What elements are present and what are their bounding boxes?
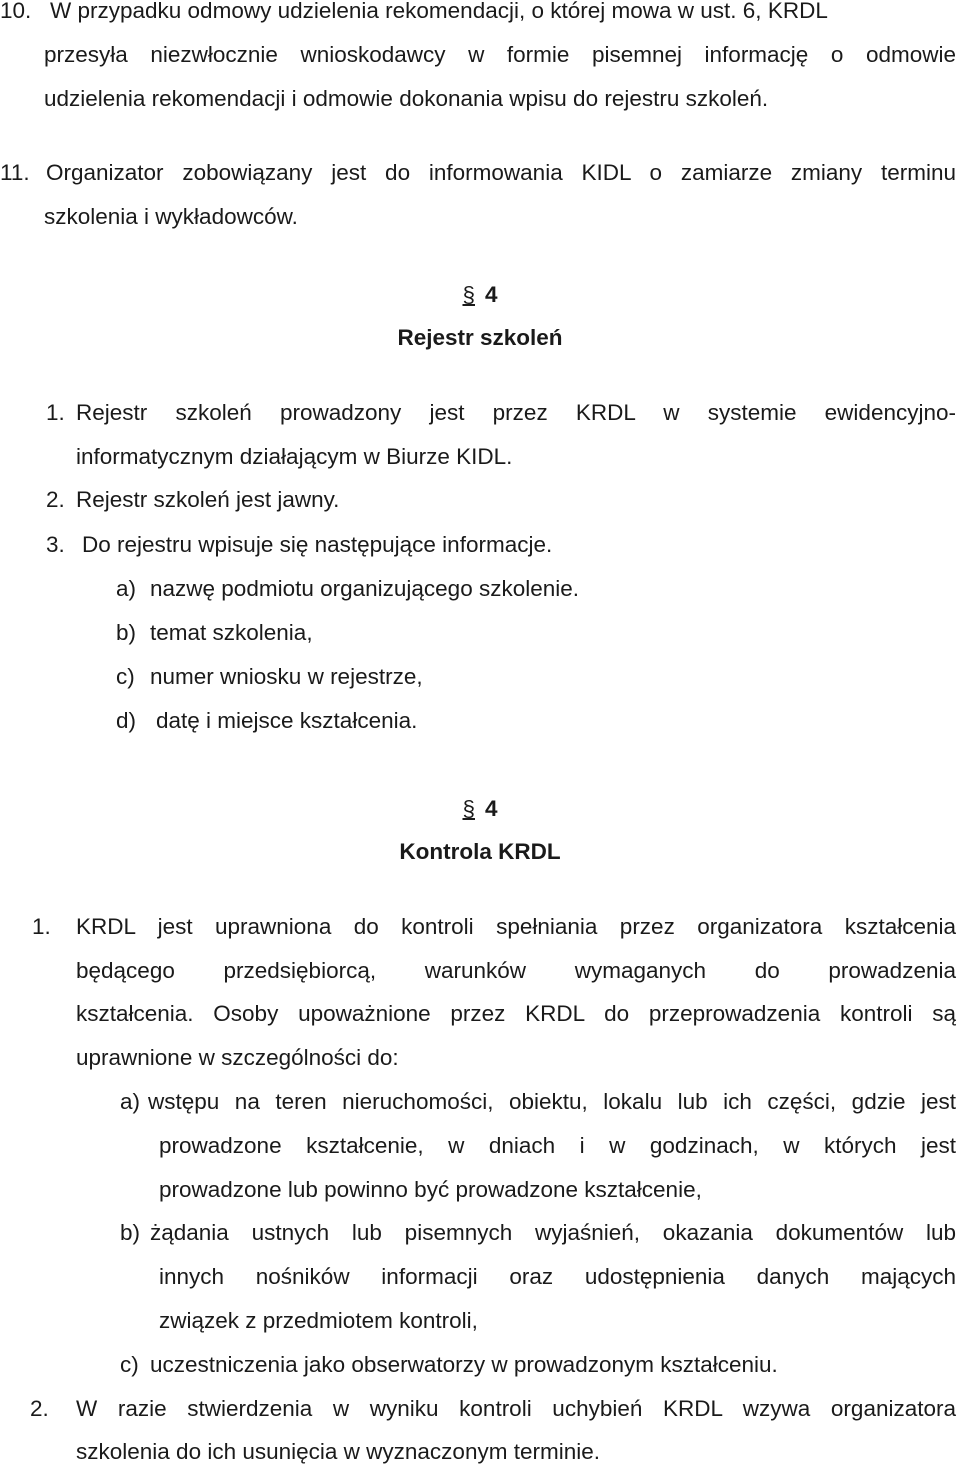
subitem-letter: b) <box>116 620 137 645</box>
subitem-text: prowadzone kształcenie, w dniach i w godzinach, w których jest <box>159 1133 956 1158</box>
subitem-letter: c) <box>120 1352 139 1377</box>
text-line: kształcenia. Osoby upoważnione przez KRDL do przeprowadzenia kontroli są <box>76 1001 956 1026</box>
text-line: Rejestr szkoleń jest jawny. <box>76 487 340 512</box>
item-number: 3. <box>46 532 65 557</box>
subitem-text: nazwę podmiotu organizującego szkolenie. <box>150 576 580 601</box>
section-title: Rejestr szkoleń <box>397 325 563 350</box>
text-line: Do rejestru wpisuje się następujące informacje. <box>82 532 553 557</box>
item-number: 2. <box>30 1396 49 1421</box>
item-number: 2. <box>46 487 65 512</box>
subitem-letter: b) <box>120 1220 141 1245</box>
paragraph-sign: § <box>462 796 475 821</box>
text-line: uprawnione w szczególności do: <box>76 1045 399 1070</box>
text-line: W przypadku odmowy udzielenia rekomendacji, o której mowa w ust. 6, KRDL <box>50 0 828 23</box>
item-number: 1. <box>46 400 65 425</box>
subitem-text: żądania ustnych lub pisemnych wyjaśnień, okazania dokumentów lub <box>150 1220 956 1245</box>
section-title: Kontrola KRDL <box>399 839 561 864</box>
text-line: Organizator zobowiązany jest do informowania KIDL o zamiarze zmiany terminu <box>46 160 956 185</box>
subitem-letter: a) <box>120 1089 141 1114</box>
subitem-text: innych nośników informacji oraz udostępnienia danych mających <box>159 1264 956 1289</box>
item-number: 1. <box>32 914 51 939</box>
text-line: przesyła niezwłocznie wnioskodawcy w formie pisemnej informację o odmowie <box>44 42 956 67</box>
item-number: 10. <box>0 0 32 23</box>
text-line: informatycznym działającym w Biurze KIDL. <box>76 444 513 469</box>
text-line: udzielenia rekomendacji i odmowie dokonania wpisu do rejestru szkoleń. <box>44 86 769 111</box>
subitem-text: uczestniczenia jako obserwatorzy w prowadzonym kształceniu. <box>150 1352 778 1377</box>
subitem-text: numer wniosku w rejestrze, <box>150 664 423 689</box>
subitem-text: temat szkolenia, <box>150 620 313 645</box>
subitem-letter: a) <box>116 576 137 601</box>
subitem-text: wstępu na teren nieruchomości, obiektu, lokalu lub ich części, gdzie jest <box>148 1089 956 1114</box>
text-line: będącego przedsiębiorcą, warunków wymaganych do prowadzenia <box>76 958 956 983</box>
text-line: KRDL jest uprawniona do kontroli spełniania przez organizatora kształcenia <box>76 914 956 939</box>
text-line: W razie stwierdzenia w wyniku kontroli uchybień KRDL wzywa organizatora <box>76 1396 956 1421</box>
subitem-text: związek z przedmiotem kontroli, <box>159 1308 478 1333</box>
item-number: 11. <box>0 160 30 185</box>
subitem-text: datę i miejsce kształcenia. <box>156 708 418 733</box>
section-number: § 4 <box>462 796 498 821</box>
text-line: szkolenia i wykładowców. <box>44 204 298 229</box>
subitem-text: prowadzone lub powinno być prowadzone kształcenie, <box>159 1177 702 1202</box>
paragraph-sign: § <box>462 282 475 307</box>
section-number: § 4 <box>462 282 498 307</box>
text-line: szkolenia do ich usunięcia w wyznaczonym terminie. <box>76 1439 600 1464</box>
subitem-letter: c) <box>116 664 135 689</box>
subitem-letter: d) <box>116 708 137 733</box>
text-line: Rejestr szkoleń prowadzony jest przez KRDL w systemie ewidencyjno- <box>76 400 956 425</box>
